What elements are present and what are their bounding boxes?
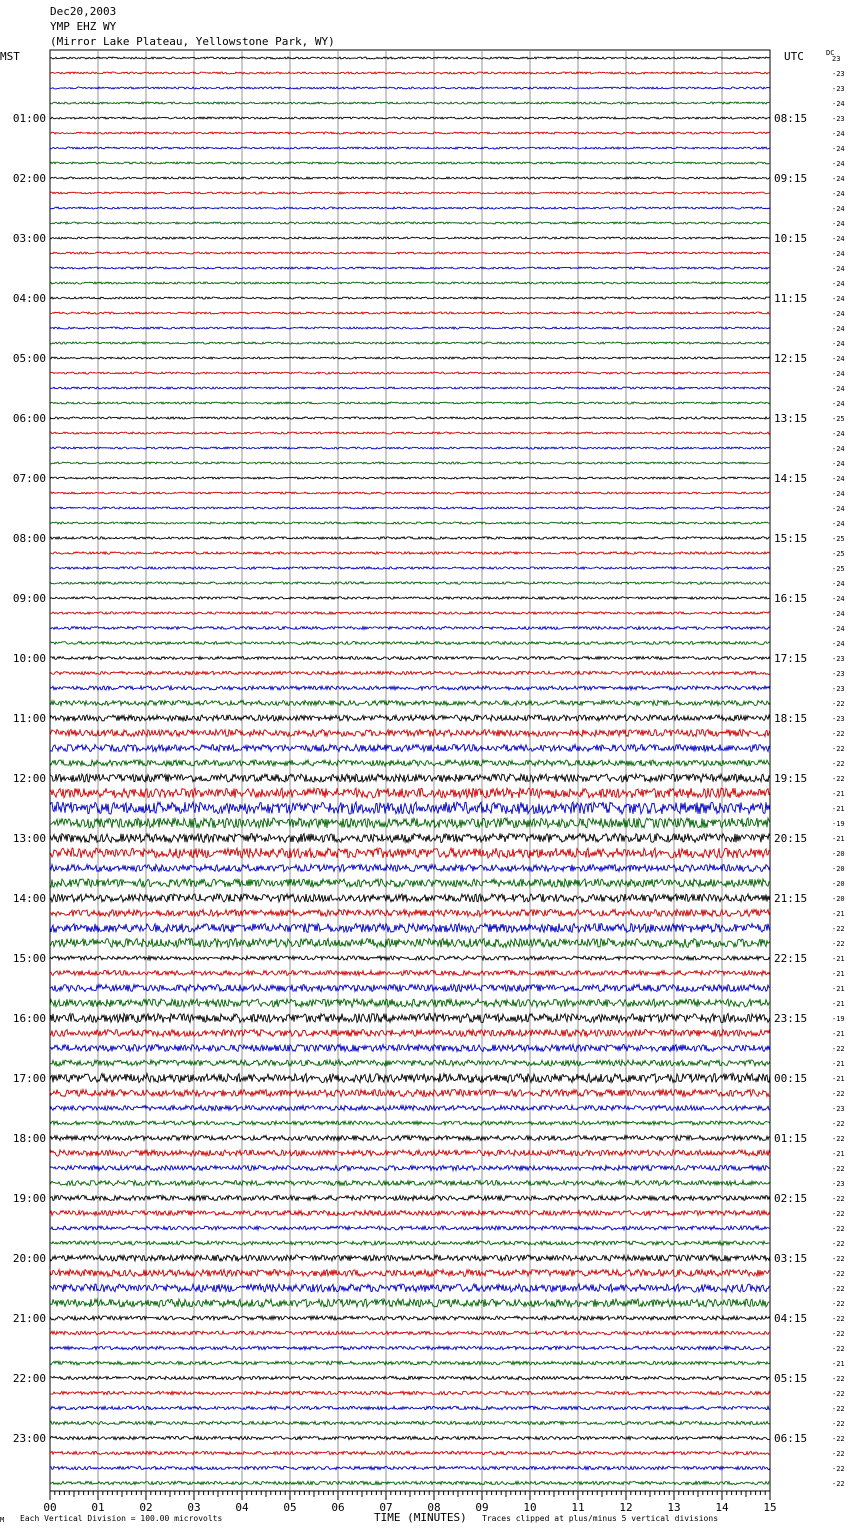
trace-40 [50, 642, 770, 645]
dc-offset-value: -24 [832, 265, 845, 273]
trace-77 [50, 1196, 770, 1201]
trace-62 [50, 971, 770, 976]
x-tick-label: 06 [331, 1501, 345, 1514]
dc-offset-value: -22 [832, 1135, 845, 1143]
trace-94 [50, 1451, 770, 1454]
utc-hour-label: 03:15 [774, 1252, 808, 1265]
trace-72 [50, 1121, 770, 1125]
dc-offset-value: -22 [832, 1300, 845, 1308]
trace-29 [50, 477, 770, 479]
trace-86 [50, 1331, 770, 1335]
dc-offset-value: -22 [832, 1165, 845, 1173]
dc-offset-value: -19 [832, 1015, 845, 1023]
x-tick-label: 10 [523, 1501, 537, 1514]
trace-92 [50, 1421, 770, 1424]
dc-offset-value: -22 [832, 1435, 845, 1443]
trace-12 [50, 222, 770, 224]
scale-note: Each Vertical Division = 100.00 microvolts [20, 1514, 223, 1523]
utc-hour-label: 13:15 [774, 412, 808, 425]
dc-offset-value: -24 [832, 175, 845, 183]
utc-hour-label: 05:15 [774, 1372, 808, 1385]
mst-hour-label: 10:00 [12, 652, 46, 665]
trace-57 [50, 894, 770, 902]
dc-offset-value: -23 [832, 715, 845, 723]
dc-offset-value: -21 [832, 1075, 845, 1083]
x-tick-label: 08 [427, 1501, 441, 1514]
trace-56 [50, 879, 770, 887]
dc-offset-value: -22 [832, 940, 845, 948]
dc-label: DC [826, 49, 835, 57]
trace-11 [50, 207, 770, 209]
station-location: (Mirror Lake Plateau, Yellowstone Park, WY) [50, 35, 335, 48]
trace-52 [50, 818, 770, 828]
dc-offset-value: -24 [832, 100, 845, 108]
mst-hour-label: 13:00 [12, 832, 46, 845]
trace-88 [50, 1361, 770, 1365]
x-tick-label: 11 [571, 1501, 585, 1514]
trace-21 [50, 357, 770, 359]
dc-offset-value: -22 [832, 1255, 845, 1263]
dc-offset-value: -24 [832, 220, 845, 228]
mst-hour-label: 16:00 [12, 1012, 46, 1025]
trace-76 [50, 1181, 770, 1186]
trace-50 [50, 788, 770, 798]
utc-hour-label: 00:15 [774, 1072, 808, 1085]
trace-43 [50, 686, 770, 690]
mst-hour-label: 05:00 [12, 352, 46, 365]
trace-54 [50, 848, 770, 858]
x-tick-label: 12 [619, 1501, 633, 1514]
mst-hour-label: 18:00 [12, 1132, 46, 1145]
trace-20 [50, 342, 770, 344]
utc-hour-label: 09:15 [774, 172, 808, 185]
mst-hour-label: 17:00 [12, 1072, 46, 1085]
utc-hour-label: 22:15 [774, 952, 808, 965]
x-tick-label: 14 [715, 1501, 729, 1514]
dc-offset-value: -23 [832, 670, 845, 678]
utc-hour-label: 02:15 [774, 1192, 808, 1205]
trace-31 [50, 507, 770, 509]
dc-offset-value: -24 [832, 625, 845, 633]
dc-offset-value: -24 [832, 205, 845, 213]
trace-73 [50, 1136, 770, 1141]
trace-69 [50, 1074, 770, 1083]
dc-offset-value: -25 [832, 415, 845, 423]
dc-offset-value: -24 [832, 505, 845, 513]
trace-16 [50, 282, 770, 284]
trace-80 [50, 1241, 770, 1245]
scale-mark: M [0, 1516, 5, 1524]
trace-67 [50, 1045, 770, 1052]
trace-10 [50, 192, 770, 194]
dc-offset-value: -24 [832, 250, 845, 258]
dc-offset-value: -25 [832, 535, 845, 543]
trace-15 [50, 267, 770, 269]
dc-offset-value: -24 [832, 445, 845, 453]
trace-36 [50, 582, 770, 584]
trace-28 [50, 462, 770, 464]
mst-label: MST [0, 50, 20, 63]
dc-offset-value: -22 [832, 1120, 845, 1128]
trace-95 [50, 1466, 770, 1469]
dc-offset-value: -23 [832, 685, 845, 693]
trace-65 [50, 1014, 770, 1023]
trace-35 [50, 567, 770, 569]
dc-offset-value: -22 [832, 1405, 845, 1413]
trace-38 [50, 612, 770, 614]
trace-13 [50, 237, 770, 239]
dc-offset-value: -24 [832, 325, 845, 333]
trace-81 [50, 1255, 770, 1261]
trace-2 [50, 72, 770, 74]
dc-offset-value: -24 [832, 490, 845, 498]
x-tick-label: 13 [667, 1501, 681, 1514]
dc-offset-value: -22 [832, 760, 845, 768]
trace-63 [50, 985, 770, 992]
trace-47 [50, 745, 770, 752]
trace-61 [50, 956, 770, 960]
dc-offset-value: -22 [832, 1420, 845, 1428]
trace-6 [50, 132, 770, 134]
dc-offset-value: -24 [832, 190, 845, 198]
dc-offset-value: -24 [832, 130, 845, 138]
trace-17 [50, 297, 770, 299]
dc-offset-value: -19 [832, 820, 845, 828]
dc-offset-value: -21 [832, 970, 845, 978]
x-tick-label: 04 [235, 1501, 249, 1514]
trace-39 [50, 627, 770, 630]
trace-51 [50, 802, 770, 814]
dc-offset-value: -22 [832, 1480, 845, 1488]
dc-offset-value: -24 [832, 595, 845, 603]
dc-offset-value: -22 [832, 730, 845, 738]
trace-84 [50, 1299, 770, 1307]
utc-hour-label: 16:15 [774, 592, 808, 605]
utc-hour-label: 08:15 [774, 112, 808, 125]
dc-offset-value: -24 [832, 235, 845, 243]
x-tick-label: 05 [283, 1501, 297, 1514]
dc-offset-value: -23 [832, 85, 845, 93]
mst-hour-label: 07:00 [12, 472, 46, 485]
utc-hour-label: 10:15 [774, 232, 808, 245]
dc-offset-value: -22 [832, 1270, 845, 1278]
trace-27 [50, 447, 770, 449]
utc-hour-label: 23:15 [774, 1012, 808, 1025]
trace-48 [50, 760, 770, 766]
mst-hour-label: 03:00 [12, 232, 46, 245]
utc-hour-label: 12:15 [774, 352, 808, 365]
dc-offset-value: -21 [832, 1060, 845, 1068]
dc-offset-value: -22 [832, 1225, 845, 1233]
utc-hour-label: 11:15 [774, 292, 808, 305]
dc-offset-value: -24 [832, 520, 845, 528]
dc-offset-value: -21 [832, 910, 845, 918]
trace-3 [50, 87, 770, 89]
dc-offset-value: -21 [832, 985, 845, 993]
utc-hour-label: 20:15 [774, 832, 808, 845]
dc-offset-value: 23 [832, 55, 841, 63]
utc-hour-label: 19:15 [774, 772, 808, 785]
trace-89 [50, 1376, 770, 1379]
x-tick-label: 03 [187, 1501, 201, 1514]
dc-offset-value: -25 [832, 550, 845, 558]
dc-offset-value: -22 [832, 1090, 845, 1098]
dc-offset-value: -20 [832, 850, 845, 858]
dc-offset-value: -22 [832, 1045, 845, 1053]
trace-75 [50, 1166, 770, 1171]
dc-offset-value: -22 [832, 1240, 845, 1248]
dc-offset-value: -22 [832, 1210, 845, 1218]
utc-hour-label: 15:15 [774, 532, 808, 545]
dc-offset-value: -21 [832, 1000, 845, 1008]
mst-hour-label: 22:00 [12, 1372, 46, 1385]
dc-offset-value: -21 [832, 790, 845, 798]
utc-hour-label: 14:15 [774, 472, 808, 485]
clip-note: Traces clipped at plus/minus 5 vertical divisions [482, 1514, 719, 1523]
dc-offset-value: -22 [832, 745, 845, 753]
plot-date: Dec20,2003 [50, 5, 117, 18]
mst-hour-label: 21:00 [12, 1312, 46, 1325]
dc-offset-value: -21 [832, 835, 845, 843]
trace-9 [50, 177, 770, 179]
dc-offset-value: -21 [832, 955, 845, 963]
trace-19 [50, 327, 770, 329]
dc-offset-value: -24 [832, 400, 845, 408]
trace-64 [50, 999, 770, 1007]
trace-5 [50, 117, 770, 119]
trace-59 [50, 924, 770, 933]
dc-offset-value: -22 [832, 1330, 845, 1338]
dc-offset-value: -24 [832, 310, 845, 318]
trace-85 [50, 1316, 770, 1320]
mst-hour-label: 08:00 [12, 532, 46, 545]
dc-offset-value: -25 [832, 565, 845, 573]
trace-23 [50, 387, 770, 389]
trace-24 [50, 402, 770, 404]
dc-offset-value: -22 [832, 1285, 845, 1293]
trace-55 [50, 865, 770, 872]
trace-33 [50, 537, 770, 539]
dc-offset-value: -24 [832, 355, 845, 363]
dc-offset-value: -24 [832, 280, 845, 288]
trace-58 [50, 910, 770, 917]
trace-22 [50, 372, 770, 374]
dc-offset-value: -24 [832, 475, 845, 483]
trace-60 [50, 939, 770, 948]
dc-offset-value: -24 [832, 460, 845, 468]
utc-hour-label: 04:15 [774, 1312, 808, 1325]
station-code: YMP EHZ WY [50, 20, 117, 33]
dc-offset-value: -22 [832, 925, 845, 933]
dc-offset-value: -20 [832, 880, 845, 888]
mst-hour-label: 20:00 [12, 1252, 46, 1265]
trace-32 [50, 522, 770, 524]
trace-66 [50, 1030, 770, 1037]
dc-offset-value: -22 [832, 1465, 845, 1473]
x-tick-label: 00 [43, 1501, 57, 1514]
mst-hour-label: 23:00 [12, 1432, 46, 1445]
trace-90 [50, 1391, 770, 1394]
dc-offset-value: -24 [832, 295, 845, 303]
dc-offset-value: -23 [832, 70, 845, 78]
trace-70 [50, 1090, 770, 1097]
dc-offset-value: -24 [832, 340, 845, 348]
dc-offset-value: -22 [832, 1450, 845, 1458]
x-tick-label: 01 [91, 1501, 105, 1514]
x-tick-label: 07 [379, 1501, 393, 1514]
mst-hour-label: 02:00 [12, 172, 46, 185]
utc-hour-label: 06:15 [774, 1432, 808, 1445]
mst-hour-label: 11:00 [12, 712, 46, 725]
trace-42 [50, 671, 770, 674]
mst-hour-label: 09:00 [12, 592, 46, 605]
mst-hour-label: 14:00 [12, 892, 46, 905]
mst-hour-label: 19:00 [12, 1192, 46, 1205]
dc-offset-value: -23 [832, 1105, 845, 1113]
dc-offset-value: -24 [832, 610, 845, 618]
utc-hour-label: 01:15 [774, 1132, 808, 1145]
trace-45 [50, 715, 770, 721]
trace-25 [50, 417, 770, 419]
utc-hour-label: 17:15 [774, 652, 808, 665]
dc-offset-value: -24 [832, 580, 845, 588]
mst-hour-label: 15:00 [12, 952, 46, 965]
trace-53 [50, 834, 770, 843]
trace-71 [50, 1106, 770, 1111]
dc-offset-value: -20 [832, 895, 845, 903]
x-axis-label: TIME (MINUTES) [374, 1511, 467, 1524]
trace-49 [50, 774, 770, 782]
x-tick-label: 15 [763, 1501, 777, 1514]
trace-82 [50, 1270, 770, 1277]
mst-hour-label: 12:00 [12, 772, 46, 785]
x-tick-label: 02 [139, 1501, 153, 1514]
dc-offset-value: -21 [832, 1030, 845, 1038]
trace-87 [50, 1346, 770, 1350]
trace-83 [50, 1284, 770, 1292]
mst-hour-label: 06:00 [12, 412, 46, 425]
dc-offset-value: -22 [832, 1375, 845, 1383]
seismic-traces [50, 57, 770, 1485]
dc-offset-value: -24 [832, 145, 845, 153]
dc-offset-value: -23 [832, 115, 845, 123]
trace-30 [50, 492, 770, 494]
trace-44 [50, 701, 770, 706]
trace-79 [50, 1226, 770, 1230]
mst-hour-label: 04:00 [12, 292, 46, 305]
trace-4 [50, 102, 770, 104]
trace-26 [50, 432, 770, 434]
trace-8 [50, 162, 770, 164]
dc-offset-value: -23 [832, 1180, 845, 1188]
trace-68 [50, 1060, 770, 1066]
utc-label: UTC [784, 50, 804, 63]
trace-91 [50, 1406, 770, 1409]
dc-offset-value: -22 [832, 1315, 845, 1323]
dc-offset-value: -22 [832, 1390, 845, 1398]
dc-offset-value: -21 [832, 805, 845, 813]
dc-offset-value: -20 [832, 865, 845, 873]
trace-37 [50, 597, 770, 599]
utc-hour-label: 21:15 [774, 892, 808, 905]
trace-14 [50, 252, 770, 254]
dc-offset-value: -21 [832, 1360, 845, 1368]
utc-hour-label: 18:15 [774, 712, 808, 725]
dc-offset-value: -24 [832, 640, 845, 648]
dc-offset-value: -22 [832, 1195, 845, 1203]
dc-offset-value: -24 [832, 370, 845, 378]
trace-46 [50, 730, 770, 737]
mst-hour-label: 01:00 [12, 112, 46, 125]
trace-7 [50, 147, 770, 149]
dc-offset-value: -21 [832, 1150, 845, 1158]
trace-41 [50, 657, 770, 660]
trace-18 [50, 312, 770, 314]
trace-1 [50, 57, 770, 59]
dc-offset-value: -22 [832, 700, 845, 708]
trace-93 [50, 1436, 770, 1439]
trace-96 [50, 1481, 770, 1484]
dc-offset-value: -24 [832, 430, 845, 438]
trace-74 [50, 1150, 770, 1156]
trace-34 [50, 552, 770, 554]
dc-offset-value: -22 [832, 775, 845, 783]
dc-offset-value: -24 [832, 385, 845, 393]
x-tick-label: 09 [475, 1501, 489, 1514]
dc-offset-value: -23 [832, 655, 845, 663]
dc-offset-value: -24 [832, 160, 845, 168]
trace-78 [50, 1211, 770, 1216]
dc-offset-value: -22 [832, 1345, 845, 1353]
